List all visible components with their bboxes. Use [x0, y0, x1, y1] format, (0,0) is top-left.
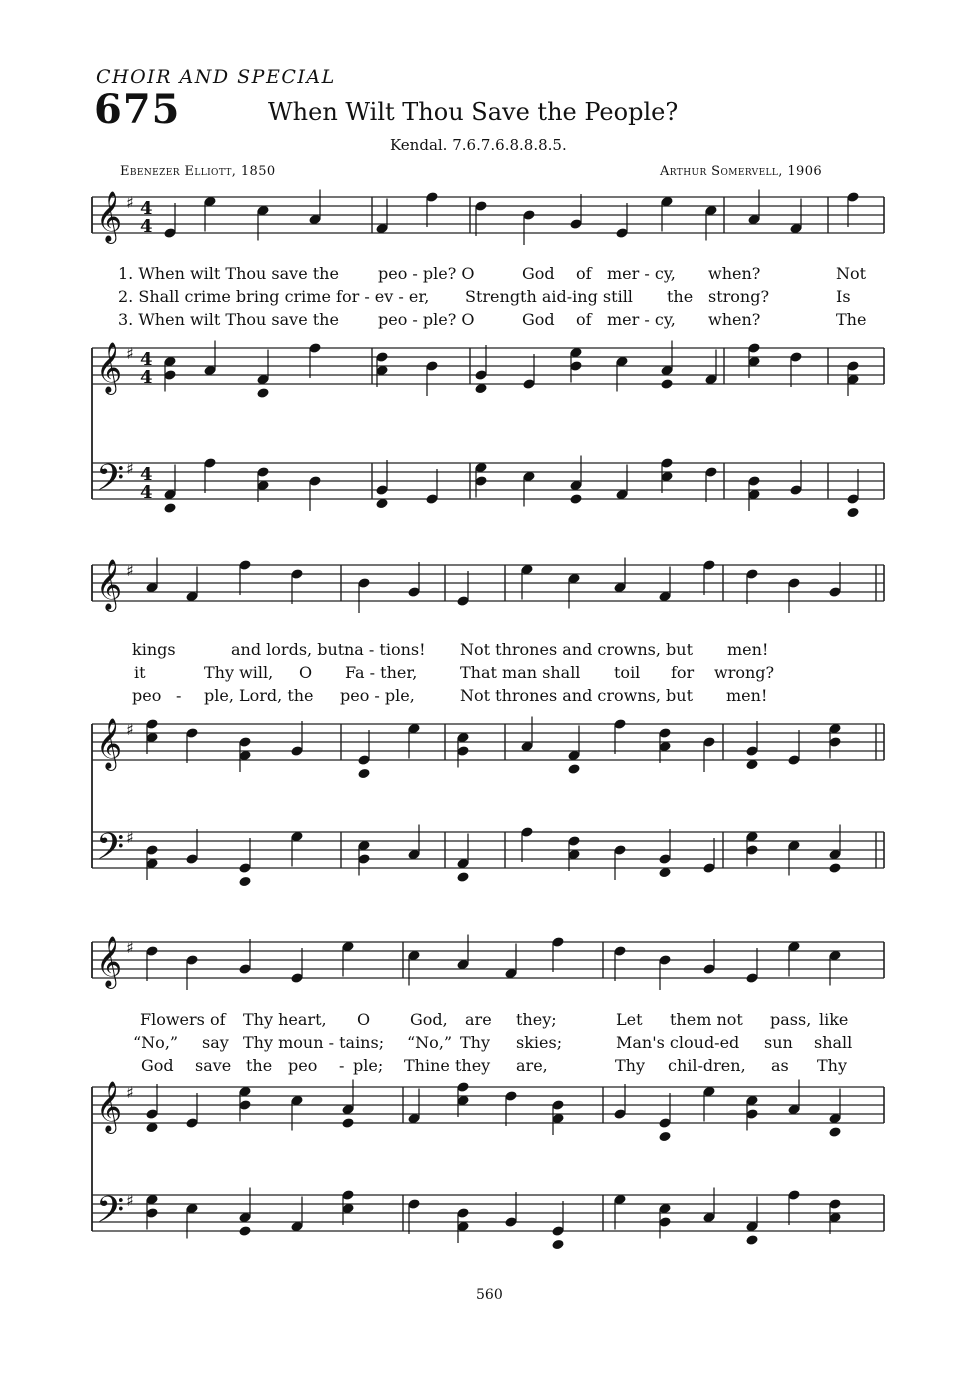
lyric-syllable: God: [522, 264, 555, 283]
key-signature-sharp-icon: ♯: [126, 1082, 134, 1102]
treble-clef-icon: 𝄞: [96, 936, 123, 987]
lyric-syllable: -: [339, 1056, 345, 1075]
lyric-syllable: they;: [516, 1010, 557, 1029]
lyric-syllable: That man shall: [460, 663, 581, 682]
lyric-syllable: peo - ple? O: [378, 310, 475, 329]
lyric-syllable: mer - cy,: [607, 264, 676, 283]
lyric-syllable: Thy: [460, 1033, 491, 1052]
note-head: [658, 1131, 671, 1143]
lyric-syllable: 3. When wilt Thou save the: [118, 310, 339, 329]
note-head: [745, 1234, 758, 1246]
lyric-syllable: when?: [708, 310, 761, 329]
lyric-syllable: Man's cloud-ed: [616, 1033, 740, 1052]
lyric-syllable: Thy: [817, 1056, 848, 1075]
lyric-syllable: Thy: [615, 1056, 646, 1075]
note-head: [569, 493, 582, 505]
lyric-syllable: Fa - ther,: [345, 663, 418, 682]
time-signature-top: 4: [140, 464, 153, 485]
lyric-syllable: “No,”: [133, 1033, 179, 1052]
lyric-syllable: sun: [764, 1033, 793, 1052]
lyric-syllable: peo: [132, 686, 162, 705]
key-signature-sharp-icon: ♯: [126, 827, 134, 847]
lyric-syllable: the: [246, 1056, 273, 1075]
note-head: [238, 1225, 251, 1237]
note-head: [341, 1117, 354, 1129]
lyric-syllable: kings: [132, 640, 176, 659]
lyric-syllable: men!: [727, 640, 769, 659]
key-signature-sharp-icon: ♯: [126, 937, 134, 957]
lyric-syllable: peo: [288, 1056, 318, 1075]
lyric-syllable: when?: [708, 264, 761, 283]
lyric-syllable: are: [465, 1010, 492, 1029]
time-signature-top: 4: [140, 198, 153, 219]
treble-clef-icon: 𝄞: [96, 1081, 123, 1132]
lyric-syllable: ple, Lord, the: [204, 686, 314, 705]
hymn-number: 675: [94, 86, 181, 133]
lyric-syllable: like: [819, 1010, 849, 1029]
lyric-syllable: O: [299, 663, 313, 682]
note-head: [256, 387, 269, 399]
lyric-syllable: them not: [670, 1010, 743, 1029]
lyric-syllable: 1. When wilt Thou save the: [118, 264, 339, 283]
treble-clef-icon: 𝄞: [96, 718, 123, 769]
section-heading: CHOIR AND SPECIAL: [96, 66, 336, 88]
key-signature-sharp-icon: ♯: [126, 458, 134, 478]
lyric-syllable: God,: [410, 1010, 448, 1029]
note-head: [456, 871, 469, 883]
key-signature-sharp-icon: ♯: [126, 719, 134, 739]
note-head: [551, 1239, 564, 1251]
bass-clef-icon: 𝄢: [96, 457, 125, 508]
lyric-syllable: the: [667, 287, 694, 306]
bass-clef-icon: 𝄢: [96, 826, 125, 877]
tune-meter: Kendal. 7.6.7.6.8.8.8.5.: [390, 136, 567, 154]
note-head: [163, 502, 176, 514]
page-number: 560: [476, 1287, 503, 1303]
note-head: [660, 378, 673, 390]
lyric-syllable: Thy will,: [204, 663, 274, 682]
lyric-syllable: God: [141, 1056, 174, 1075]
bass-clef-icon: 𝄢: [96, 1189, 125, 1240]
lyric-syllable: Thine they: [404, 1056, 491, 1075]
lyric-syllable: Thy moun - tains;: [243, 1033, 385, 1052]
lyric-syllable: shall: [814, 1033, 853, 1052]
lyric-syllable: toil: [614, 663, 641, 682]
lyric-syllable: men!: [726, 686, 768, 705]
lyric-syllable: 2. Shall crime bring crime for - ev - er,: [118, 287, 430, 306]
note-head: [846, 507, 859, 519]
lyric-syllable: pass,: [770, 1010, 812, 1029]
lyric-syllable: Not thrones and crowns, but: [460, 686, 694, 705]
lyric-syllable: peo - ple,: [340, 686, 415, 705]
lyric-syllable: Flowers of: [140, 1010, 226, 1029]
text-author: Ebenezer Elliott, 1850: [120, 164, 276, 179]
note-head: [828, 862, 841, 874]
note-head: [567, 763, 580, 775]
note-head: [238, 876, 251, 888]
lyric-syllable: Not thrones and crowns, but: [460, 640, 694, 659]
note-head: [828, 1126, 841, 1138]
lyric-syllable: The: [836, 310, 867, 329]
lyric-syllable: “No,”: [407, 1033, 453, 1052]
lyric-syllable: it: [134, 663, 146, 682]
lyric-syllable: Thy heart,: [243, 1010, 327, 1029]
time-signature-bottom: 4: [140, 367, 153, 388]
music-composer: Arthur Somervell, 1906: [660, 164, 823, 179]
treble-clef-icon: 𝄞: [96, 559, 123, 610]
time-signature-bottom: 4: [140, 216, 153, 237]
lyric-syllable: O: [357, 1010, 371, 1029]
lyric-syllable: God: [522, 310, 555, 329]
lyric-syllable: as: [771, 1056, 789, 1075]
key-signature-sharp-icon: ♯: [126, 560, 134, 580]
lyric-syllable: of: [576, 310, 592, 329]
lyric-syllable: wrong?: [714, 663, 775, 682]
lyric-syllable: chil-dren,: [668, 1056, 746, 1075]
lyric-syllable: ple;: [353, 1056, 384, 1075]
treble-clef-icon: 𝄞: [96, 191, 123, 242]
key-signature-sharp-icon: ♯: [126, 1190, 134, 1210]
key-signature-sharp-icon: ♯: [126, 343, 134, 363]
time-signature-bottom: 4: [140, 482, 153, 503]
lyric-syllable: for: [671, 663, 695, 682]
lyric-syllable: Strength aid-ing still: [465, 287, 633, 306]
lyric-syllable: -: [176, 686, 182, 705]
time-signature-top: 4: [140, 349, 153, 370]
lyric-syllable: of: [576, 264, 592, 283]
lyric-syllable: say: [202, 1033, 229, 1052]
lyric-syllable: and lords, but: [231, 640, 345, 659]
treble-clef-icon: 𝄞: [96, 342, 123, 393]
lyric-syllable: strong?: [708, 287, 770, 306]
lyric-syllable: na - tions!: [344, 640, 426, 659]
hymn-title: When Wilt Thou Save the People?: [268, 98, 679, 126]
lyric-syllable: are,: [516, 1056, 548, 1075]
key-signature-sharp-icon: ♯: [126, 192, 134, 212]
lyric-syllable: mer - cy,: [607, 310, 676, 329]
lyric-syllable: skies;: [516, 1033, 563, 1052]
lyric-syllable: Not: [836, 264, 867, 283]
lyric-syllable: Is: [836, 287, 851, 306]
lyric-syllable: peo - ple? O: [378, 264, 475, 283]
note-head: [357, 768, 370, 780]
lyric-syllable: save: [195, 1056, 232, 1075]
lyric-syllable: Let: [616, 1010, 643, 1029]
